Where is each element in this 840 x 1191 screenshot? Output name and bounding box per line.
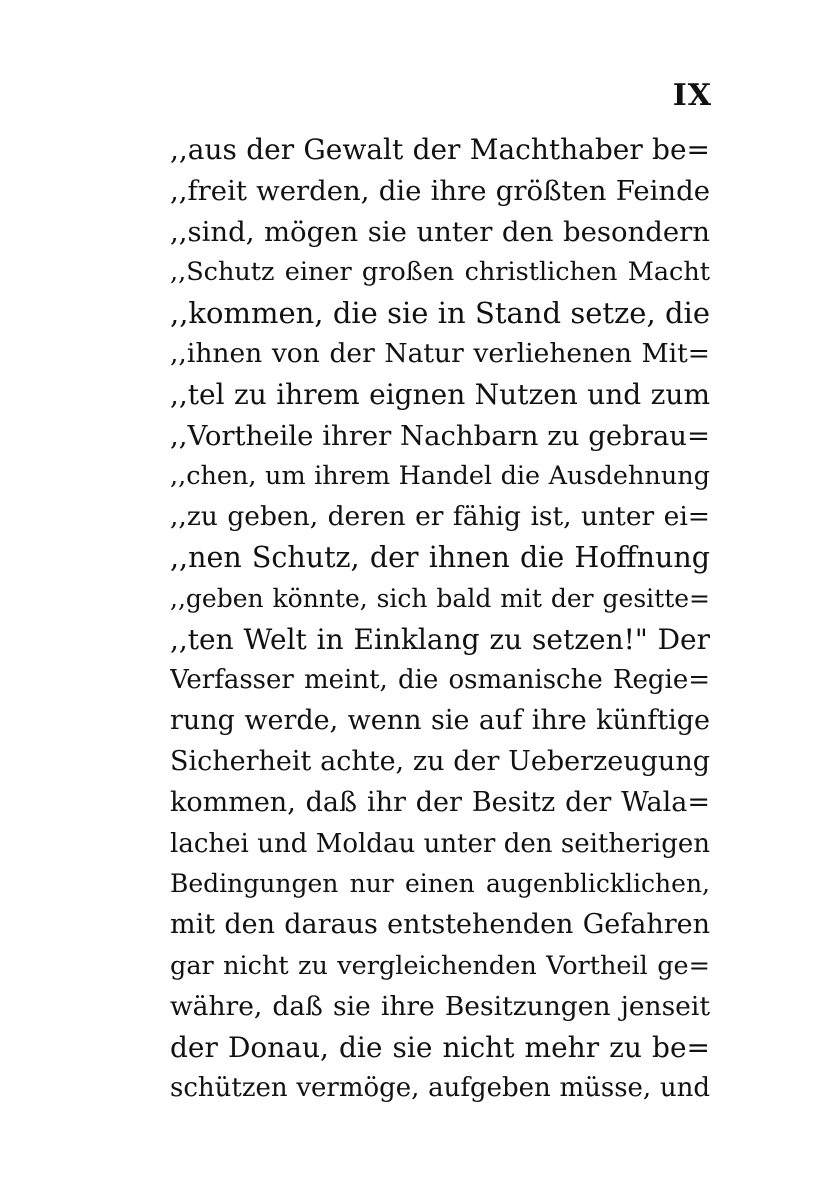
text-line: lachei und Moldau unter den seitherigen bbox=[170, 828, 710, 859]
text-line: ,,Schutz einer großen christlichen Macht bbox=[170, 257, 710, 288]
text-line: Verfasser meint, die osmanische Regie= bbox=[170, 665, 710, 696]
text-line: währe, daß sie ihre Besitzungen jenseit bbox=[170, 990, 710, 1022]
text-line: ,,kommen, die sie in Stand setze, die bbox=[170, 296, 710, 331]
text-line: kommen, daß ihr der Besitz der Wala= bbox=[170, 786, 710, 818]
text-line: ,,ten Welt in Einklang zu setzen!" Der bbox=[170, 622, 710, 656]
text-line: ,,Vortheile ihrer Nachbarn zu gebrau= bbox=[170, 419, 710, 452]
text-line: mit den daraus entstehenden Gefahren bbox=[170, 909, 710, 941]
body-text bbox=[170, 130, 710, 1109]
text-line: Sicherheit achte, zu der Ueberzeugung bbox=[170, 745, 710, 777]
text-line: ,,aus der Gewalt der Machthaber be= bbox=[170, 133, 710, 166]
text-line: Bedingungen nur einen augenblicklichen, bbox=[170, 869, 710, 899]
text-line: rung werde, wenn sie auf ihre künftige bbox=[170, 705, 710, 737]
text-line: ,,sind, mögen sie unter den besondern bbox=[170, 215, 710, 248]
text-line: ,,zu geben, deren er fähig ist, unter ei= bbox=[170, 501, 710, 533]
text-line: ,,freit werden, die ihre größten Feinde bbox=[170, 174, 710, 207]
text-line: schützen vermöge, aufgeben müsse, und bbox=[170, 1073, 710, 1104]
page-number: IX bbox=[672, 78, 712, 113]
text-line: ,,nen Schutz, der ihnen die Hoffnung bbox=[170, 540, 710, 574]
text-line: gar nicht zu vergleichenden Vortheil ge= bbox=[170, 950, 710, 981]
text-line: der Donau, die sie nicht mehr zu be= bbox=[170, 1030, 710, 1064]
text-line: ,,chen, um ihrem Handel die Ausdehnung bbox=[170, 461, 710, 492]
text-line: ,,ihnen von der Natur verliehenen Mit= bbox=[170, 337, 710, 369]
text-line: ,,geben könnte, sich bald mit der gesitte= bbox=[170, 583, 710, 613]
text-line: ,,tel zu ihrem eignen Nutzen und zum bbox=[170, 377, 710, 411]
